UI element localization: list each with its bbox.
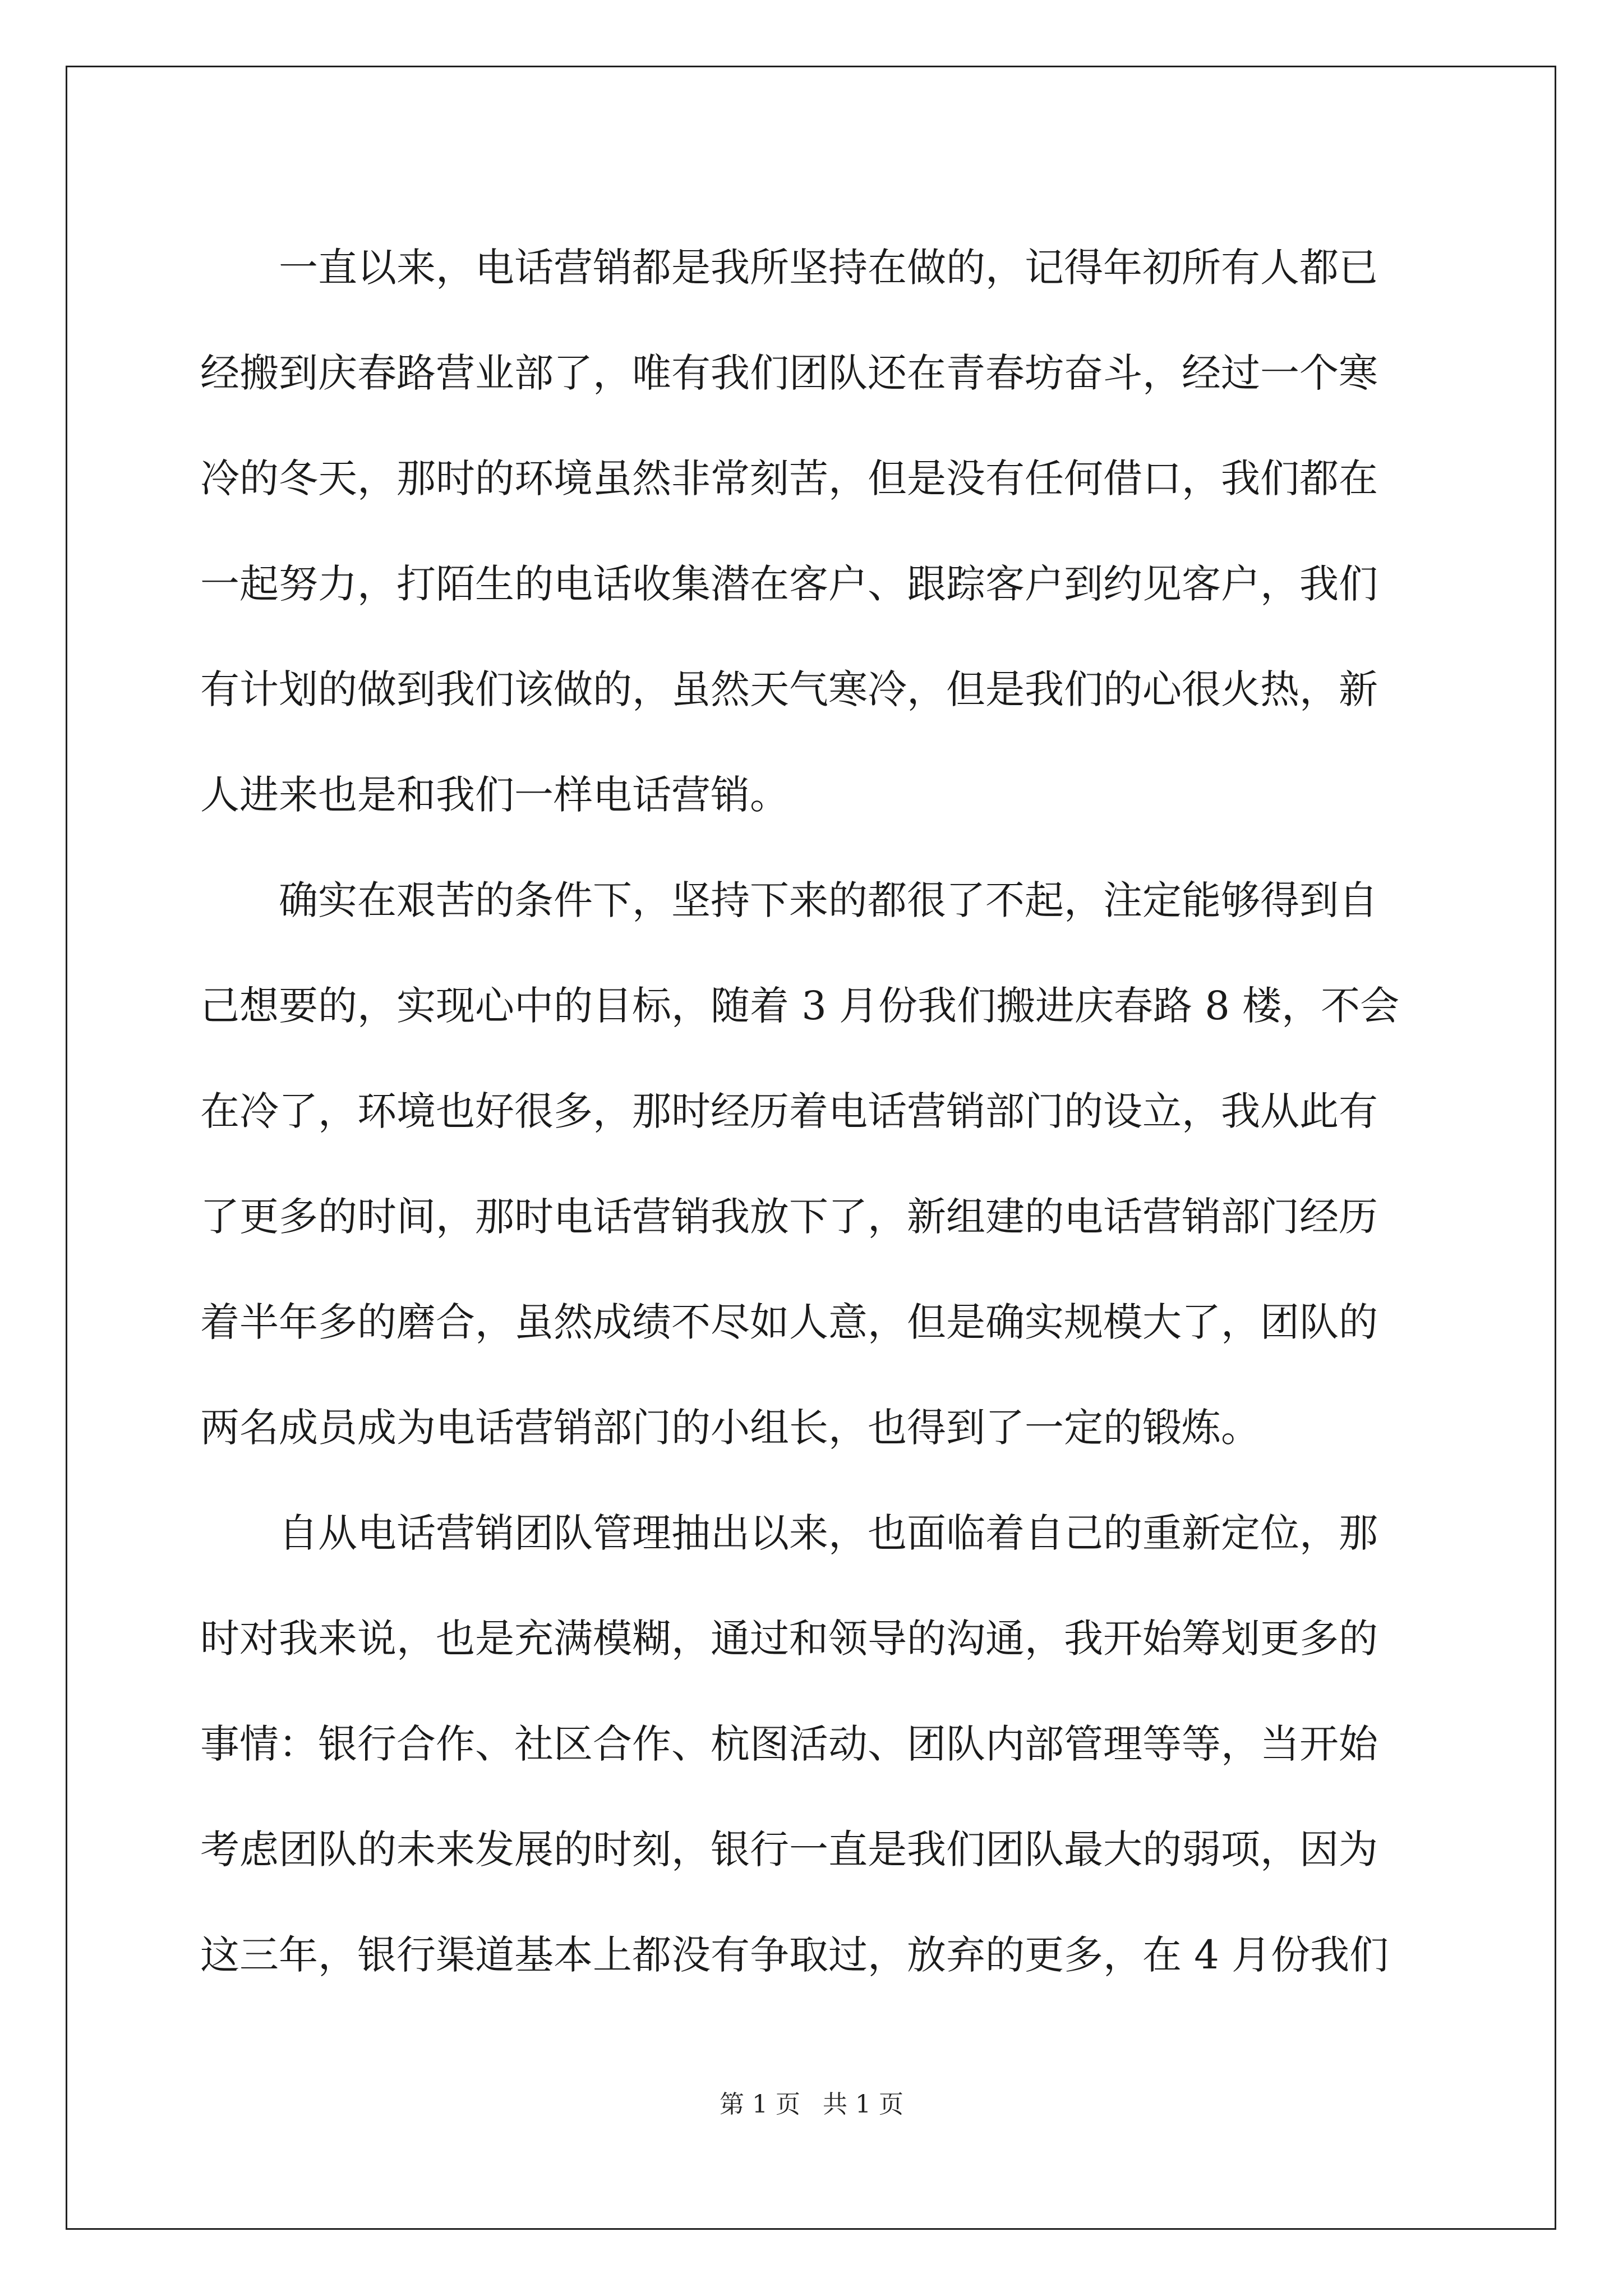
page-footer bbox=[0, 2088, 1623, 2122]
text-line: 确实在艰苦的条件下，坚持下来的都很了不起，注定能够得到自 bbox=[279, 877, 1378, 923]
text-line: 一直以来，电话营销都是我所坚持在做的，记得年初所有人都已 bbox=[279, 245, 1378, 291]
page-total: 共 1 页 bbox=[823, 2090, 903, 2119]
document-body bbox=[200, 215, 1445, 2008]
text-line: 了更多的时间，那时电话营销我放下了，新组建的电话营销部门经历 bbox=[200, 1194, 1378, 1240]
paragraph-3 bbox=[200, 1480, 1445, 2008]
text-line: 有计划的做到我们该做的，虽然天气寒冷，但是我们的心很火热，新 bbox=[200, 666, 1378, 712]
text-line: 考虑团队的未来发展的时刻，银行一直是我们团队最大的弱项，因为 bbox=[200, 1826, 1378, 1872]
text-line: 时对我来说，也是充满模糊，通过和领导的沟通，我开始筹划更多的 bbox=[200, 1616, 1378, 1662]
text-line: 着半年多的磨合，虽然成绩不尽如人意，但是确实规模大了，团队的 bbox=[200, 1299, 1378, 1345]
text-line: 己想要的，实现心中的目标，随着 3 月份我们搬进庆春路 8 楼，不会 bbox=[200, 983, 1400, 1029]
text-line: 这三年，银行渠道基本上都没有争取过，放弃的更多，在 4 月份我们 bbox=[200, 1932, 1389, 1978]
text-line: 冷的冬天，那时的环境虽然非常刻苦，但是没有任何借口，我们都在 bbox=[200, 455, 1378, 501]
paragraph-2 bbox=[200, 848, 1445, 1480]
text-line: 两名成员成为电话营销部门的小组长，也得到了一定的锻炼。 bbox=[200, 1405, 1260, 1451]
text-line: 经搬到庆春路营业部了，唯有我们团队还在青春坊奋斗，经过一个寒 bbox=[200, 350, 1378, 396]
page-number: 第 1 页 bbox=[720, 2090, 800, 2119]
text-line: 人进来也是和我们一样电话营销。 bbox=[200, 772, 789, 818]
text-line: 一起努力，打陌生的电话收集潜在客户、跟踪客户到约见客户，我们 bbox=[200, 561, 1378, 607]
text-line: 自从电话营销团队管理抽出以来，也面临着自己的重新定位，那 bbox=[279, 1510, 1378, 1556]
text-line: 在冷了，环境也好很多，那时经历着电话营销部门的设立，我从此有 bbox=[200, 1088, 1378, 1134]
paragraph-1 bbox=[200, 215, 1445, 848]
text-line: 事情：银行合作、社区合作、杭图活动、团队内部管理等等，当开始 bbox=[200, 1721, 1378, 1767]
